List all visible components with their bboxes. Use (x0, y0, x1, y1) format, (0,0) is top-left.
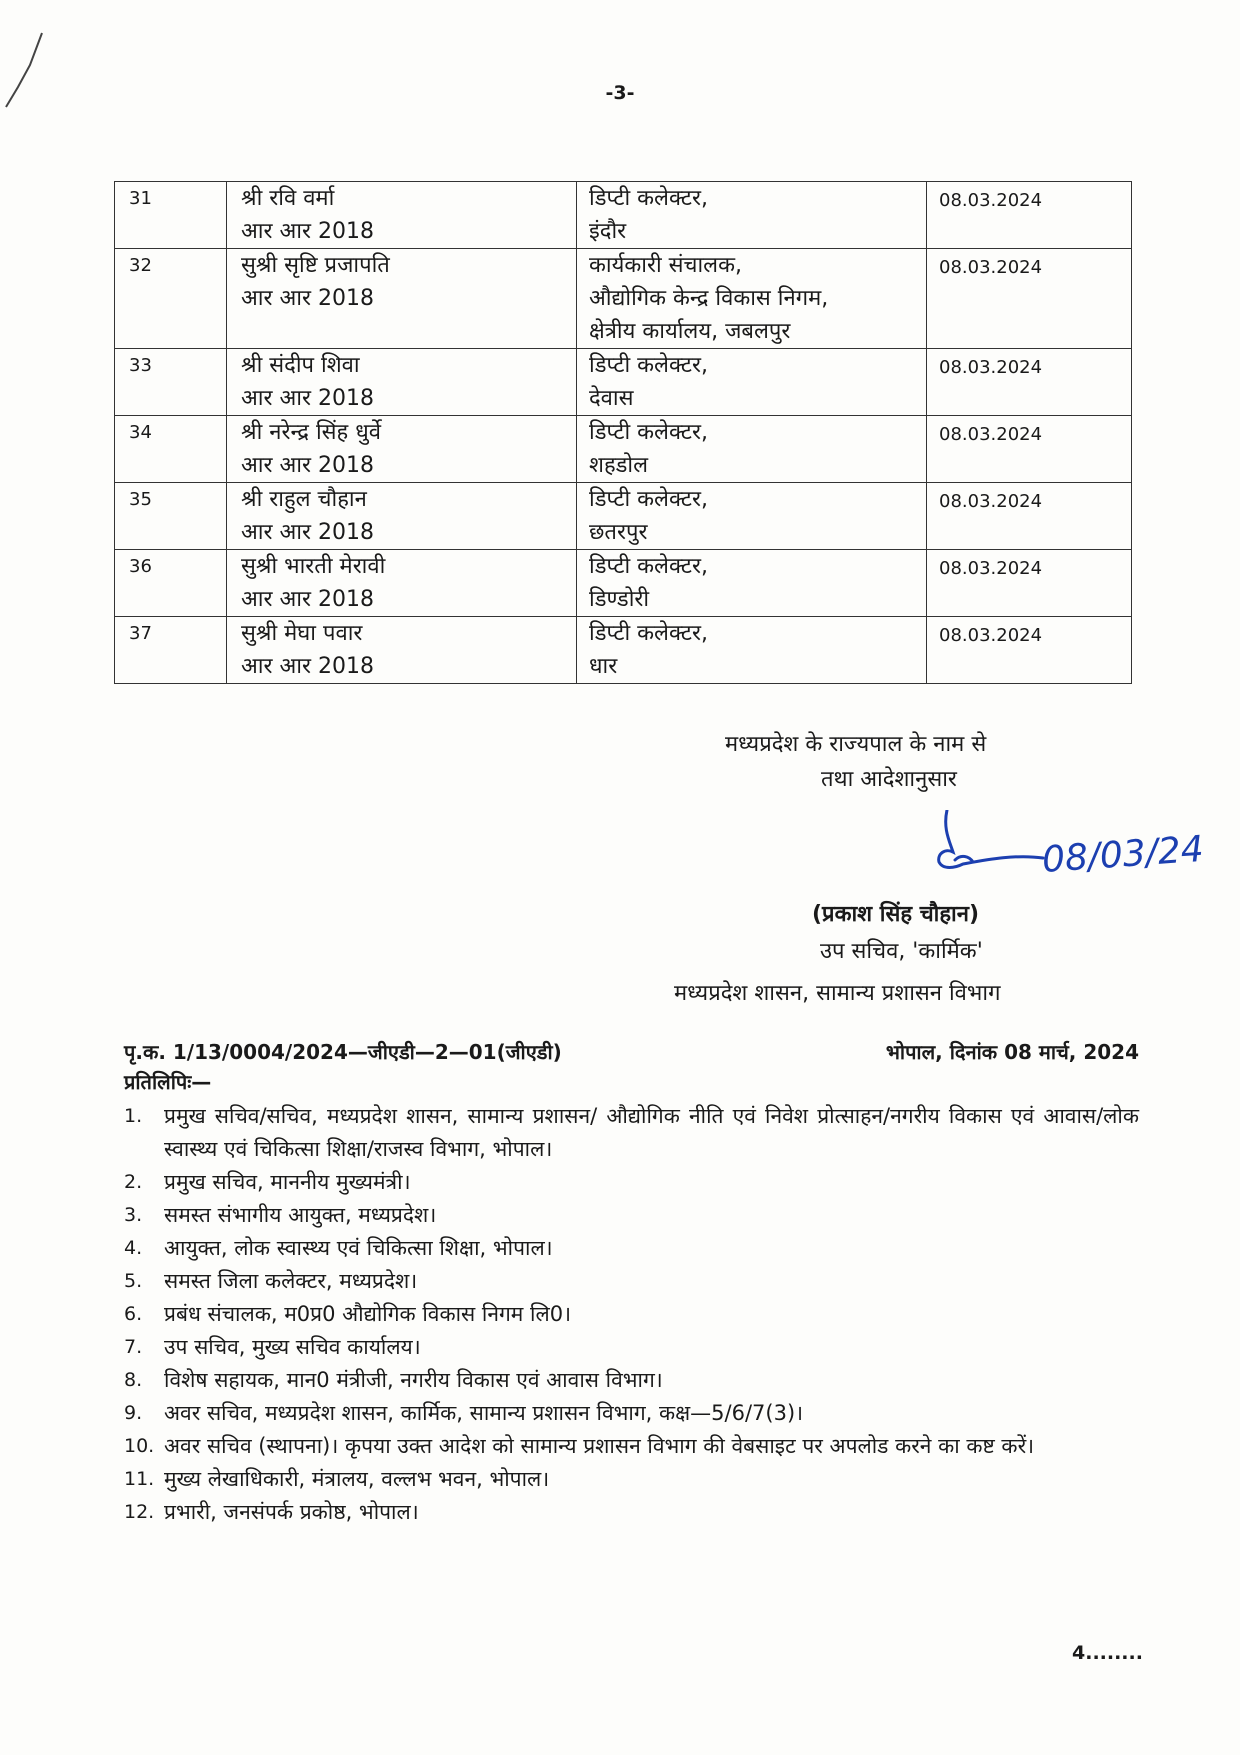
serial-number-cell: 33 (115, 349, 227, 416)
list-item-text: आयुक्त, लोक स्वास्थ्य एवं चिकित्सा शिक्षा, भोपाल। (164, 1236, 553, 1260)
officer-batch: आर आर 2018 (241, 654, 374, 679)
table-row (115, 483, 1132, 550)
list-item-number: 10. (124, 1435, 155, 1457)
list-item-text: प्रबंध संचालक, म0प्र0 औद्योगिक विकास निगम लि0। (164, 1302, 572, 1326)
posting-line: डिप्टी कलेक्टर, (589, 487, 709, 512)
date-cell: 08.03.2024 (927, 416, 1132, 483)
posting-table-body (115, 182, 1132, 684)
list-item (124, 1199, 1139, 1232)
date-cell: 08.03.2024 (927, 249, 1132, 349)
posting-line: डिप्टी कलेक्टर, (589, 621, 709, 646)
list-item-number: 4. (124, 1237, 143, 1259)
table-row (115, 550, 1132, 617)
officer-batch: आर आर 2018 (241, 587, 374, 612)
serial-number-cell: 35 (115, 483, 227, 550)
officer-name: श्री संदीप शिवा (241, 353, 360, 378)
serial-number-cell: 34 (115, 416, 227, 483)
list-item-number: 11. (124, 1468, 155, 1490)
list-item-text: मुख्य लेखाधिकारी, मंत्रालय, वल्लभ भवन, भोपाल। (164, 1467, 550, 1491)
officer-batch: आर आर 2018 (241, 520, 374, 545)
posting-line: डिप्टी कलेक्टर, (589, 420, 709, 445)
officer-name-cell (227, 349, 577, 416)
list-item-text: अवर सचिव (स्थापना)। कृपया उक्त आदेश को सामान्य प्रशासन विभाग की वेबसाइट पर अपलोड करने का कष्ट करें। (164, 1434, 1035, 1458)
officer-name: सुश्री भारती मेरावी (241, 554, 386, 579)
date-cell: 08.03.2024 (927, 483, 1132, 550)
list-item (124, 1232, 1139, 1265)
list-item-number: 12. (124, 1501, 155, 1523)
table-row (115, 249, 1132, 349)
list-item-text: प्रमुख सचिव, माननीय मुख्यमंत्री। (164, 1170, 411, 1194)
officer-batch: आर आर 2018 (241, 219, 374, 244)
reference-number: पृ.क. 1/13/0004/2024—जीएडी—2—01(जीएडी) (124, 1040, 562, 1064)
copy-to-heading: प्रतिलिपिः— (124, 1070, 212, 1094)
officer-name-cell (227, 182, 577, 249)
list-item-number: 6. (124, 1303, 143, 1325)
officer-name-cell (227, 249, 577, 349)
list-item (124, 1265, 1139, 1298)
date-cell: 08.03.2024 (927, 349, 1132, 416)
list-item-text: प्रमुख सचिव/सचिव, मध्यप्रदेश शासन, सामान्य प्रशासन/ औद्योगिक नीति एवं निवेश प्रोत्साहन/नगरीय विकास एवं आवास/लोक स्वास्थ्य एवं चिकित्सा शिक्षा/राजस्व विभाग, भोपाल। (164, 1104, 1139, 1161)
posting-cell (577, 249, 927, 349)
date-cell: 08.03.2024 (927, 182, 1132, 249)
list-item (124, 1496, 1139, 1529)
list-item-number: 7. (124, 1336, 143, 1358)
officer-name-cell (227, 617, 577, 684)
list-item-text: प्रभारी, जनसंपर्क प्रकोष्ठ, भोपाल। (164, 1500, 419, 1524)
officer-name: सुश्री सृष्टि प्रजापति (241, 253, 390, 278)
list-item (124, 1397, 1139, 1430)
list-item-number: 9. (124, 1402, 143, 1424)
list-item (124, 1298, 1139, 1331)
serial-number-cell: 32 (115, 249, 227, 349)
officer-name: श्री राहुल चौहान (241, 487, 367, 512)
list-item-text: अवर सचिव, मध्यप्रदेश शासन, कार्मिक, सामान्य प्रशासन विभाग, कक्ष—5/6/7(3)। (164, 1401, 804, 1425)
posting-line: डिण्डोरी (589, 587, 650, 612)
posting-cell (577, 483, 927, 550)
next-page-indicator: 4........ (1072, 1642, 1143, 1664)
officer-name: श्री रवि वर्मा (241, 186, 335, 211)
table-row (115, 349, 1132, 416)
posting-cell (577, 550, 927, 617)
reference-place-date: भोपाल, दिनांक 08 मार्च, 2024 (885, 1040, 1139, 1064)
posting-line: शहडोल (589, 453, 649, 478)
posting-cell (577, 617, 927, 684)
list-item-text: समस्त जिला कलेक्टर, मध्यप्रदेश। (164, 1269, 418, 1293)
list-item-number: 1. (124, 1105, 143, 1127)
posting-table (114, 181, 1132, 684)
list-item (124, 1100, 1139, 1166)
list-item (124, 1166, 1139, 1199)
list-item-text: उप सचिव, मुख्य सचिव कार्यालय। (164, 1335, 421, 1359)
table-row (115, 416, 1132, 483)
posting-line: देवास (589, 386, 634, 411)
list-item-text: समस्त संभागीय आयुक्त, मध्यप्रदेश। (164, 1203, 437, 1227)
officer-name-cell (227, 416, 577, 483)
copy-to-list (124, 1100, 1139, 1529)
list-item-number: 5. (124, 1270, 143, 1292)
posting-line: छतरपुर (589, 520, 648, 545)
posting-cell (577, 349, 927, 416)
date-cell: 08.03.2024 (927, 617, 1132, 684)
posting-line: धार (589, 654, 618, 679)
officer-batch: आर आर 2018 (241, 386, 374, 411)
signatory-name: (प्रकाश सिंह चौहान) (812, 902, 980, 927)
table-row (115, 182, 1132, 249)
serial-number-cell: 36 (115, 550, 227, 617)
list-item-number: 2. (124, 1171, 143, 1193)
posting-line: डिप्टी कलेक्टर, (589, 353, 709, 378)
officer-batch: आर आर 2018 (241, 286, 374, 311)
signature-date: 08/03/24 (1040, 828, 1205, 881)
list-item-text: विशेष सहायक, मान0 मंत्रीजी, नगरीय विकास एवं आवास विभाग। (164, 1368, 663, 1392)
table-row (115, 617, 1132, 684)
posting-line: डिप्टी कलेक्टर, (589, 554, 709, 579)
page-number: -3- (605, 82, 635, 104)
posting-line: कार्यकारी संचालक, (589, 253, 742, 278)
posting-cell (577, 182, 927, 249)
officer-batch: आर आर 2018 (241, 453, 374, 478)
officer-name-cell (227, 550, 577, 617)
officer-name-cell (227, 483, 577, 550)
posting-cell (577, 416, 927, 483)
list-item (124, 1430, 1139, 1463)
list-item (124, 1463, 1139, 1496)
list-item-number: 8. (124, 1369, 143, 1391)
authority-line-2: तथा आदेशानुसार (821, 767, 957, 792)
list-item-number: 3. (124, 1204, 143, 1226)
officer-name: सुश्री मेघा पवार (241, 621, 363, 646)
list-item (124, 1364, 1139, 1397)
serial-number-cell: 37 (115, 617, 227, 684)
date-cell: 08.03.2024 (927, 550, 1132, 617)
authority-line-1: मध्यप्रदेश के राज्यपाल के नाम से (725, 732, 987, 757)
officer-name: श्री नरेन्द्र सिंह धुर्वे (241, 420, 381, 445)
posting-line: क्षेत्रीय कार्यालय, जबलपुर (589, 319, 791, 344)
serial-number-cell: 31 (115, 182, 227, 249)
posting-line: औद्योगिक केन्द्र विकास निगम, (589, 286, 829, 311)
signatory-designation: उप सचिव, 'कार्मिक' (820, 939, 983, 964)
posting-line: इंदौर (589, 219, 627, 244)
posting-line: डिप्टी कलेक्टर, (589, 186, 709, 211)
list-item (124, 1331, 1139, 1364)
signatory-department: मध्यप्रदेश शासन, सामान्य प्रशासन विभाग (674, 981, 1001, 1006)
